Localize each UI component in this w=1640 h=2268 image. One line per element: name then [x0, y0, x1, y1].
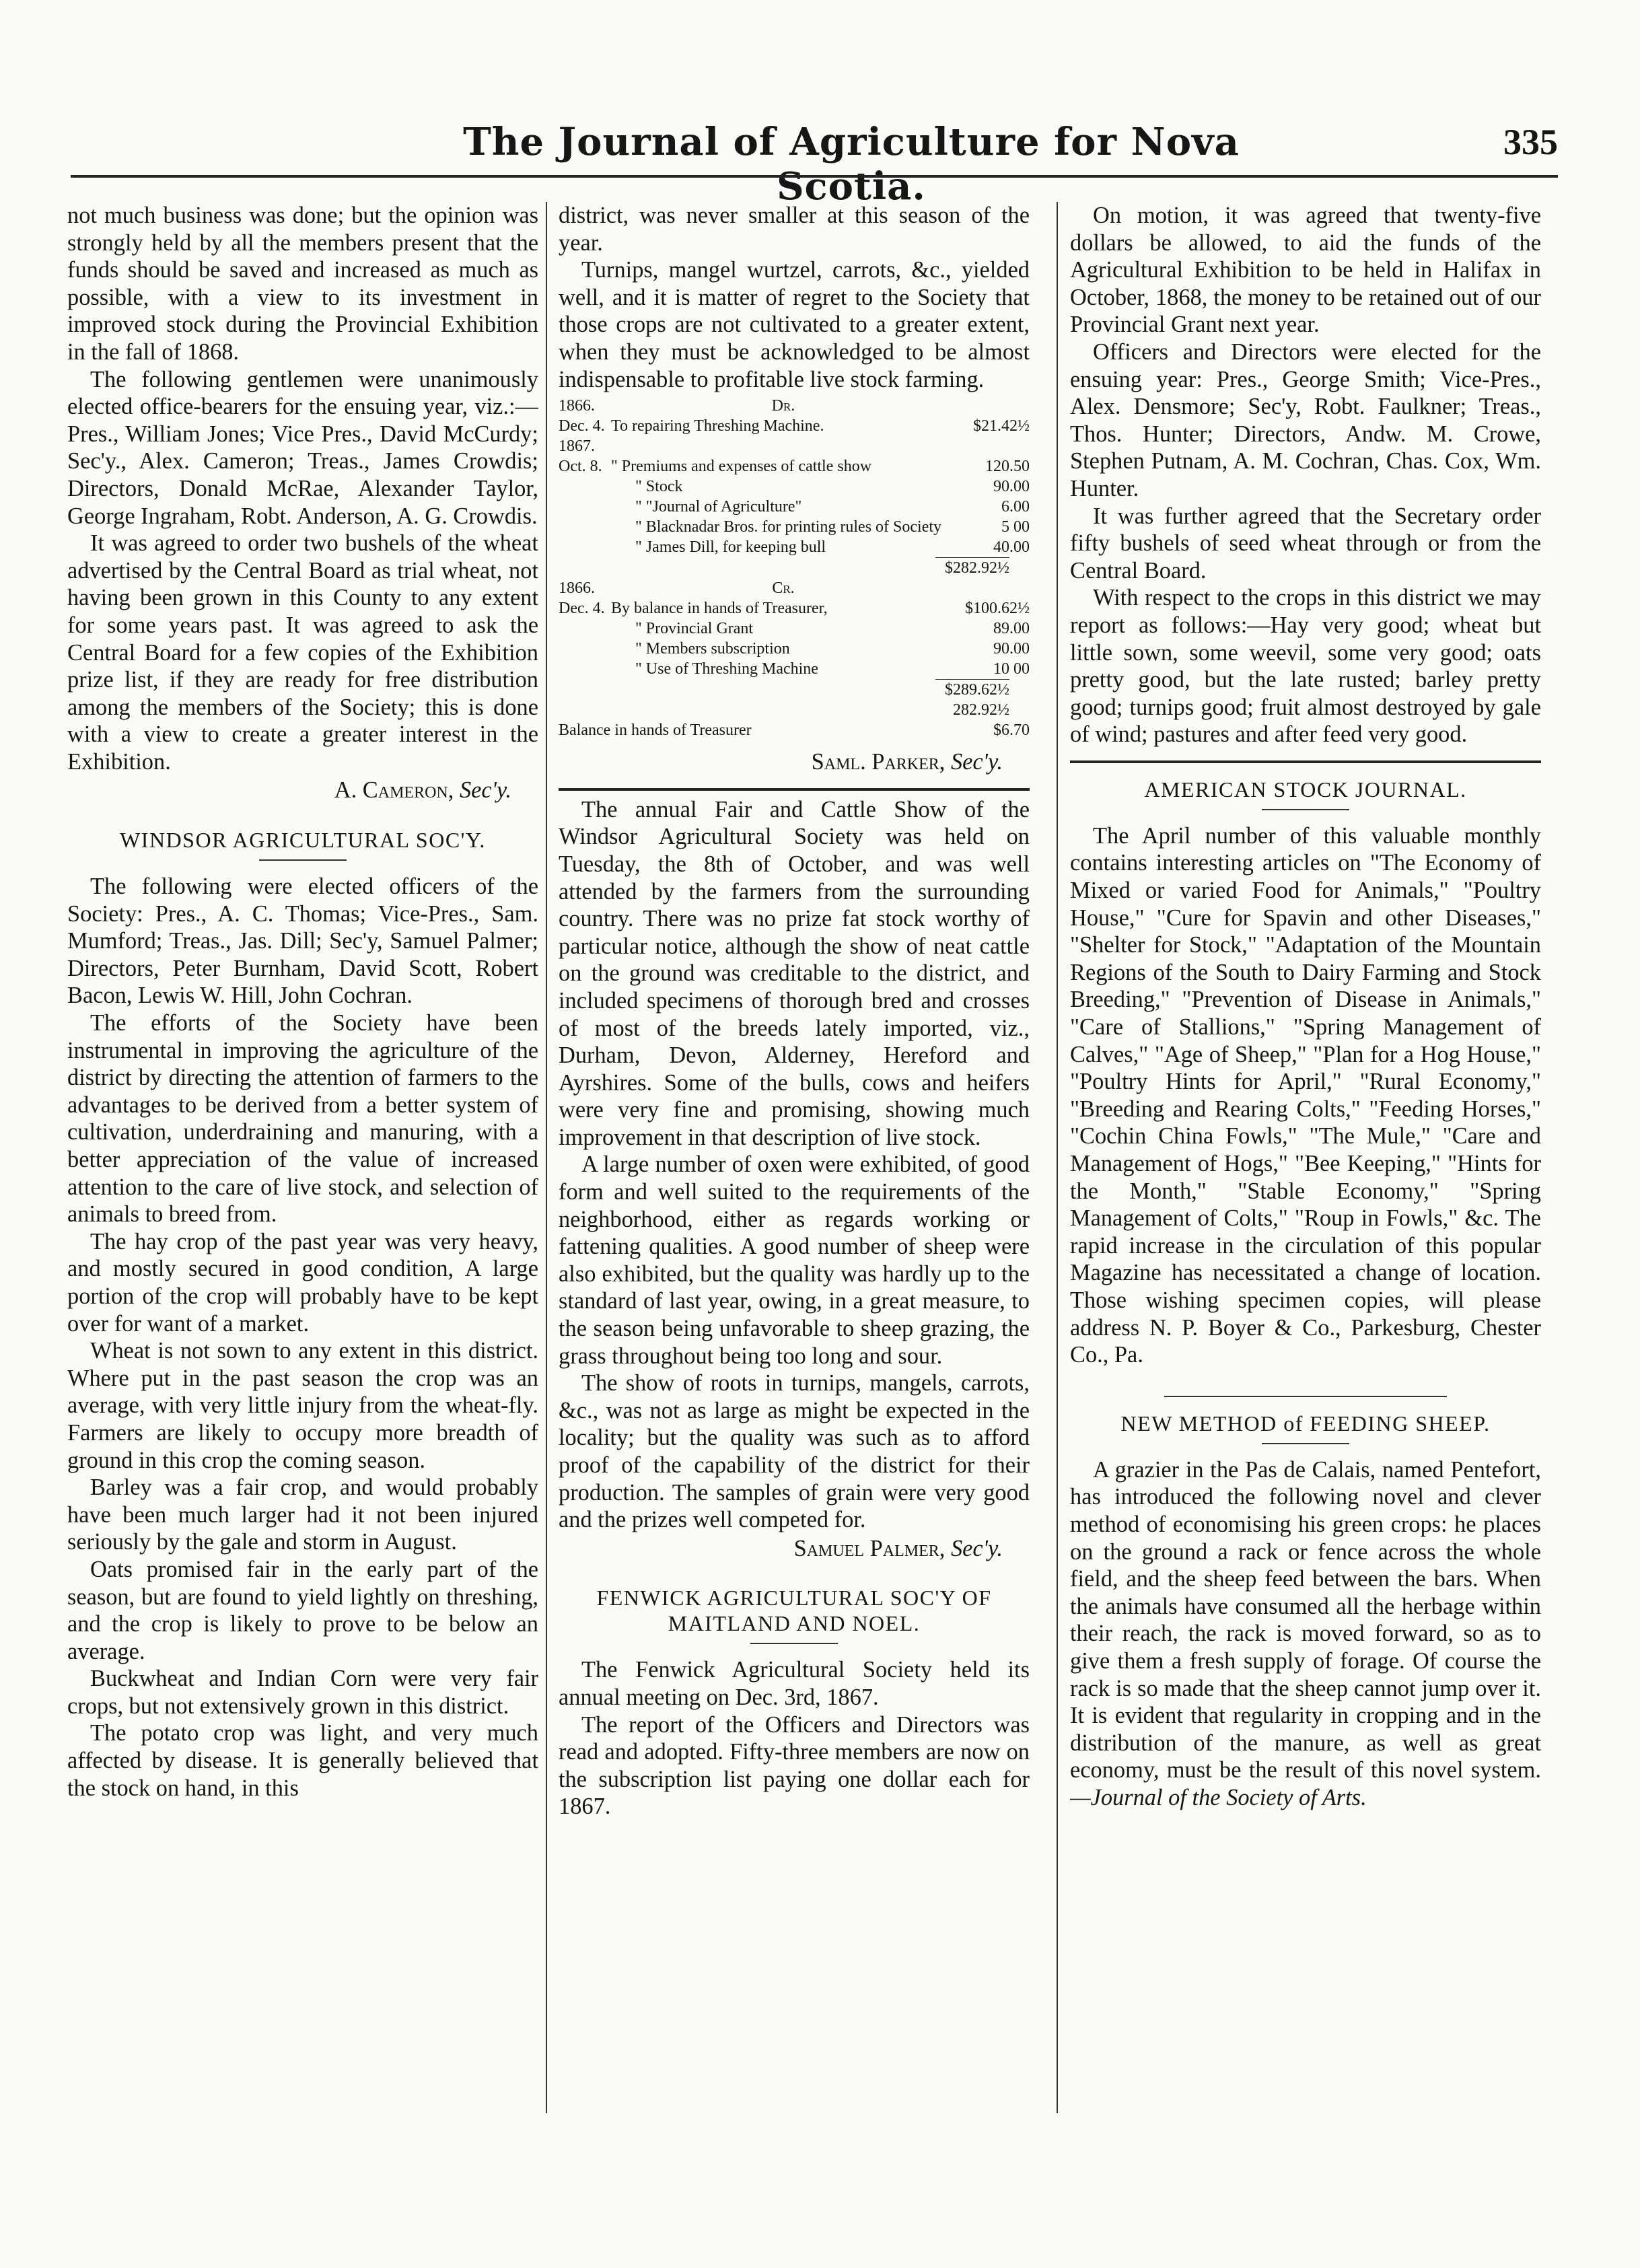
column-middle — [559, 202, 1030, 2106]
journal-title: The Journal of Agriculture for Nova Scotia. — [463, 120, 1240, 209]
account-amount: 89.00 — [993, 620, 1030, 638]
paragraph: The following were elected officers of the Society: Pres., A. C. Thomas; Vice-Pres., Sam. Mumford; Treas., Jas. Dill; Sec'y, Samuel Palmer; Directors, Peter Burnham, David Scott, Robert Bacon, Lewis W. Hill, John Cochran. — [67, 874, 538, 1009]
column-divider — [1057, 202, 1058, 2113]
page-header — [71, 114, 1558, 209]
section-rule — [559, 788, 1030, 791]
section-rule — [1070, 760, 1541, 763]
paragraph: A large number of oxen were exhibited, of good form and well suited to the requirements of the neighborhood, either as regards working or fattening qualities. A good number of sheep were also exhibited, but the quality was hardly up to the standard of last year, owing, in a great measure, to the season being unfavorable to sheep grazing, the grass throughout being too long and sour. — [559, 1151, 1030, 1369]
signature — [559, 1535, 1030, 1563]
account-credit-total: $289.62½ — [935, 679, 1009, 700]
paragraph: district, was never smaller at this season of the year. — [559, 203, 1030, 256]
account-amount: 40.00 — [993, 538, 1030, 557]
account-year: 1867. — [559, 437, 595, 456]
account-debit-total: $282.92½ — [935, 557, 1009, 578]
paragraph-text: A grazier in the Pas de Calais, named Pentefort, has introduced the following novel and clever method of economising his green crops: he places on the ground a rack or fence across the whole field, and the sheep feed between the bars. When the animals have consumed all the herbage within their reach, the rack is moved forward, so as to give them a fresh supply of forage. Of course the rack is so made that the sheep cannot jump over it. It is evident that regularity in cropping and in the distribution of the manure, as well as great economy, must be the result of this novel system. — [1070, 1456, 1541, 1783]
heading-rule — [259, 859, 347, 861]
column-right — [1070, 202, 1541, 2106]
paragraph: With respect to the crops in this district we may report as follows:—Hay very good; wheat but little sown, some weevil, some very good; oats pretty good, but the late rusted; barley pretty good; turnips good; fruit almost destroyed by gale of wind; pastures and after feed very good. — [1070, 585, 1541, 748]
account-year: 1866. — [559, 579, 595, 598]
account-item: " Members subscription — [635, 640, 790, 658]
account-date: Oct. 8. — [559, 458, 602, 476]
signature-role: Sec'y. — [459, 777, 511, 804]
account-debit-subtracted: 282.92½ — [953, 701, 1009, 719]
signature — [67, 777, 538, 804]
column-divider — [546, 202, 547, 2113]
signature — [559, 748, 1030, 776]
paragraph: Barley was a fair crop, and would probably have been much larger had it not been injured seriously by the gale and storm in August. — [67, 1475, 538, 1555]
section-heading: WINDSOR AGRICULTURAL SOC'Y. — [120, 828, 486, 853]
heading-rule — [1262, 1443, 1349, 1444]
account-item: " Premiums and expenses of cattle show — [611, 458, 872, 476]
section-heading: FENWICK AGRICULTURAL SOC'Y OF MAITLAND AND NOEL. — [596, 1586, 992, 1636]
account-date: Dec. 4. — [559, 600, 605, 618]
heading-rule — [1262, 809, 1349, 810]
paragraph: The April number of this valuable monthly contains interesting articles on "The Economy of Mixed or varied Food for Animals," "Poultry House," "Cure for Spavin and other Diseases," "Shelter for Stock," "Adaptation of the Mountain Regions of the South to Dairy Farming and Stock Breeding," "Prevention of Disease in Animals," "Care of Stallions," "Spring Management of Calves," "Age of Sheep," "Plan for a Hog House," "Poultry Hints for April," "Rural Economy," "Breeding and Rearing Colts," "Feeding Horses," "Cochin China Fowls," "The Mule," "Care and Management of Hogs," "Bee Keeping," "Hints for the Month," "Stable Economy," "Spring Management of Colts," "Roup in Fowls," &c. The rapid increase in the circulation of this popular Magazine has necessitated a change of location. Those wishing specimen copies, will please address N. P. Boyer & Co., Parkesburg, Chester Co., Pa. — [1070, 822, 1541, 1368]
account-amount: 90.00 — [993, 640, 1030, 658]
source-citation: —Journal of the Society of Arts. — [1070, 1784, 1367, 1810]
account-item: " Provincial Grant — [635, 620, 754, 638]
paragraph: Officers and Directors were elected for the ensuing year: Pres., George Smith; Vice-Pres., Alex. Densmore; Sec'y, Robt. Faulkner; Treas., Thos. Hunter; Directors, Andw. M. Crowe, Stephen Putnam, A. M. Cochran, Chas. Cox, Wm. Hunter. — [1070, 339, 1541, 501]
paragraph: not much business was done; but the opinion was strongly held by all the members present that the funds should be saved and increased as much as possible, with a view to its investment in improved stock during the Provincial Exhibition in the fall of 1868. — [67, 203, 538, 365]
account-item: To repairing Threshing Machine. — [611, 417, 824, 435]
header-rule — [71, 175, 1558, 178]
account-amount: 10 00 — [993, 660, 1030, 678]
paragraph: The efforts of the Society have been instrumental in improving the agriculture of the district by directing the attention of farmers to the advantages to be derived from a better system of cultivation, underdraining and manuring, with a better appreciation of the value of increased attention to the care of live stock, and selection of animals to breed from. — [67, 1010, 538, 1228]
account-item: " James Dill, for keeping bull — [635, 538, 826, 557]
paragraph: Turnips, mangel wurtzel, carrots, &c., yielded well, and it is matter of regret to the Society that those crops are not cultivated to a greater extent, when they must be acknowledged to be almost indispensable to profitable live stock farming. — [559, 257, 1030, 392]
account-debit-header: Dr. — [771, 397, 795, 415]
section-heading: NEW METHOD of FEEDING SHEEP. — [1120, 1411, 1491, 1436]
signature-name: Saml. Parker, — [811, 749, 946, 775]
heading-rule — [750, 1643, 838, 1644]
account-year: 1866. — [559, 397, 595, 415]
account-credit-header: Cr. — [772, 579, 795, 598]
paragraph: The hay crop of the past year was very heavy, and mostly secured in good condition, A large portion of the crop will probably have to be kept over for want of a market. — [67, 1228, 538, 1337]
paragraph: The show of roots in turnips, mangels, carrots, &c., was not as large as might be expected in the locality; but the quality was such as to afford proof of the capability of the district for their production. The samples of grain were very good and the prizes well competed for. — [559, 1370, 1030, 1533]
signature-name: A. Cameron, — [334, 777, 454, 804]
account-amount: $21.42½ — [973, 417, 1030, 435]
account-balance-amount: $6.70 — [993, 721, 1030, 740]
signature-name: Samuel Palmer, — [793, 1535, 946, 1561]
paragraph — [1070, 1456, 1541, 1812]
account-amount: 5 00 — [1001, 518, 1030, 536]
signature-role: Sec'y. — [950, 1535, 1003, 1561]
paragraph: Buckwheat and Indian Corn were very fair crops, but not extensively grown in this district. — [67, 1666, 538, 1719]
section-heading: AMERICAN STOCK JOURNAL. — [1144, 777, 1467, 802]
paragraph: On motion, it was agreed that twenty-five dollars be allowed, to aid the funds of the Agricultural Exhibition to be held in Halifax in October, 1868, the money to be retained out of our Provincial Grant next year. — [1070, 203, 1541, 338]
page-number: 335 — [1503, 122, 1558, 162]
account-amount: 6.00 — [1001, 498, 1030, 516]
column-left — [67, 202, 538, 2106]
paragraph: Wheat is not sown to any extent in this district. Where put in the past season the crop was an average, with very little injury from the wheat-fly. Farmers are likely to occupy more breadth of ground in this crop the coming season. — [67, 1338, 538, 1473]
account-item: " Use of Threshing Machine — [635, 660, 818, 678]
account-amount: 90.00 — [993, 478, 1030, 496]
account-amount: 120.50 — [985, 458, 1030, 476]
section-rule — [1164, 1396, 1447, 1397]
paragraph: The Fenwick Agricultural Society held its annual meeting on Dec. 3rd, 1867. — [559, 1657, 1030, 1710]
treasurer-account — [559, 396, 1030, 740]
paragraph: Oats promised fair in the early part of the season, but are found to yield lightly on threshing, and the crop is likely to prove to be below an average. — [67, 1556, 538, 1664]
account-item: " "Journal of Agriculture" — [635, 498, 802, 516]
account-date: Dec. 4. — [559, 417, 605, 435]
paragraph: The following gentlemen were unanimously elected office-bearers for the ensuing year, viz.:—Pres., William Jones; Vice Pres., David McCurdy; Sec'y., Alex. Cameron; Treas., James Crowdis; Directors, Donald McRae, Alexander Taylor, George Ingraham, Robt. Anderson, A. G. Crowdis. — [67, 366, 538, 529]
account-balance-label: Balance in hands of Treasurer — [559, 721, 752, 740]
account-item: " Stock — [635, 478, 683, 496]
signature-role: Sec'y. — [950, 749, 1003, 775]
paragraph: It was further agreed that the Secretary order fifty bushels of seed wheat through or from the Central Board. — [1070, 503, 1541, 583]
account-item: By balance in hands of Treasurer, — [611, 600, 828, 618]
paragraph: The potato crop was light, and very much affected by disease. It is generally believed that the stock on hand, in this — [67, 1720, 538, 1801]
account-item: " Blacknadar Bros. for printing rules of Society — [635, 518, 942, 536]
paragraph: It was agreed to order two bushels of the wheat advertised by the Central Board as trial wheat, not having been grown in this County to any extent for some years past. It was agreed to ask the Central Board for a few copies of the Exhibition prize list, if they are ready for free distribution among the members of the Society; this is done with a view to create a greater interest in the Exhibition. — [67, 530, 538, 775]
paragraph: The annual Fair and Cattle Show of the Windsor Agricultural Society was held on Tuesday, the 8th of October, and was well attended by the farmers from the surrounding country. There was no prize fat stock worthy of particular notice, although the show of neat cattle on the ground was creditable to the district, and included specimens of thorough bred and crosses of most of the breeds lately imported, viz., Durham, Devon, Alderney, Hereford and Ayrshires. Some of the bulls, cows and heifers were very fine and promising, showing much improvement in that description of live stock. — [559, 796, 1030, 1150]
account-amount: $100.62½ — [965, 600, 1030, 618]
paragraph: The report of the Officers and Directors was read and adopted. Fifty-three members are now on the subscription list paying one dollar each for 1867. — [559, 1711, 1030, 1820]
